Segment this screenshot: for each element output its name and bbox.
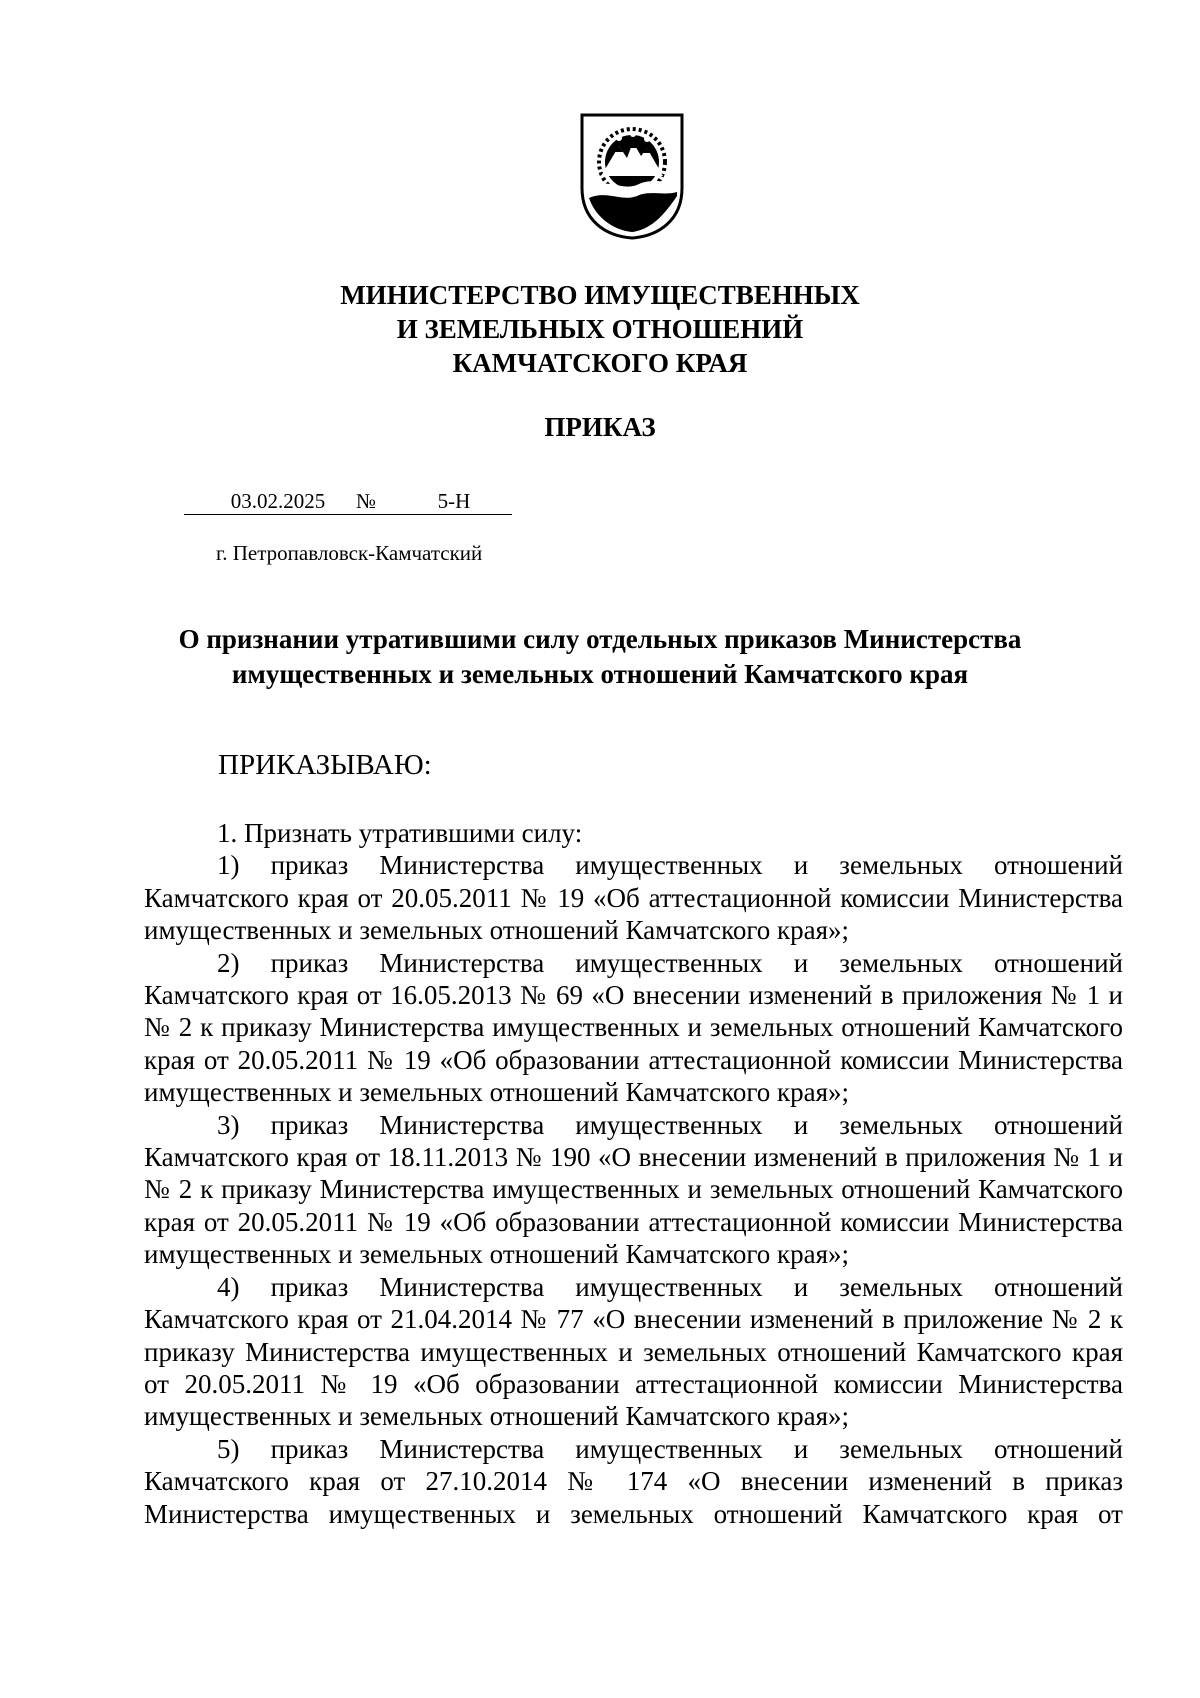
list-item: 2) приказ Министерства имущественных и земельных отношений Камчатского края от 16.05.2013 № 69 «О внесении изменений в приложения № 1 и № 2 к приказу Министерства имущественных и земельных отношений Камчатского края от 20.05.2011 № 19 «Об образовании аттестационной комиссии Министерства имущественных и земельных отношений Камчатского края»; xyxy=(144,947,1123,1108)
list-item: 1) приказ Министерства имущественных и земельных отношений Камчатского края от 20.05.2011 № 19 «Об аттестационной комиссии Министерства имущественных и земельных отношений Камчатского края»; xyxy=(144,850,1123,946)
list-item: 3) приказ Министерства имущественных и земельных отношений Камчатского края от 18.11.2013 № 190 «О внесении изменений в приложения № 1 и № 2 к приказу Министерства имущественных и земельных отношений Камчатского края от 20.05.2011 № 19 «Об образовании аттестационной комиссии Министерства имущественных и земельных отношений Камчатского края»; xyxy=(144,1109,1123,1270)
document-type: ПРИКАЗ xyxy=(544,412,656,442)
ministry-line: МИНИСТЕРСТВО ИМУЩЕСТВЕННЫХ xyxy=(340,280,860,310)
coat-of-arms-icon xyxy=(579,112,685,240)
list-item: 5) приказ Министерства имущественных и земельных отношений Камчатского края от 27.10.2014 № 174 «О внесении изменений в приказ Министерства имущественных и земельных отношений Камчатского края от xyxy=(144,1433,1123,1529)
ministry-line: И ЗЕМЕЛЬНЫХ ОТНОШЕНИЙ xyxy=(396,314,804,344)
ministry-line: КАМЧАТСКОГО КРАЯ xyxy=(452,348,748,378)
issue-city: г. Петропавловск-Камчатский xyxy=(216,541,483,565)
document-number: 5-Н xyxy=(396,488,512,515)
date-number-line xyxy=(184,488,512,515)
document-subject xyxy=(0,622,1200,692)
body-intro: 1. Признать утратившими силу: xyxy=(217,818,583,848)
decree-word: ПРИКАЗЫВАЮ: xyxy=(218,749,432,781)
subject-line: О признании утратившими силу отдельных приказов Министерства xyxy=(178,624,1022,654)
document-body xyxy=(144,817,1123,1530)
document-date: 03.02.2025 xyxy=(184,488,356,515)
ministry-name xyxy=(0,278,1200,380)
number-sign: № xyxy=(356,488,396,515)
subject-line: имущественных и земельных отношений Камчатского края xyxy=(231,659,969,689)
list-item: 4) приказ Министерства имущественных и земельных отношений Камчатского края от 21.04.2014 № 77 «О внесении изменений в приложение № 2 к приказу Министерства имущественных и земельных отношений Камчатского края от 20.05.2011 № 19 «Об образовании аттестационной комиссии Министерства имущественных и земельных отношений Камчатского края»; xyxy=(144,1271,1123,1432)
